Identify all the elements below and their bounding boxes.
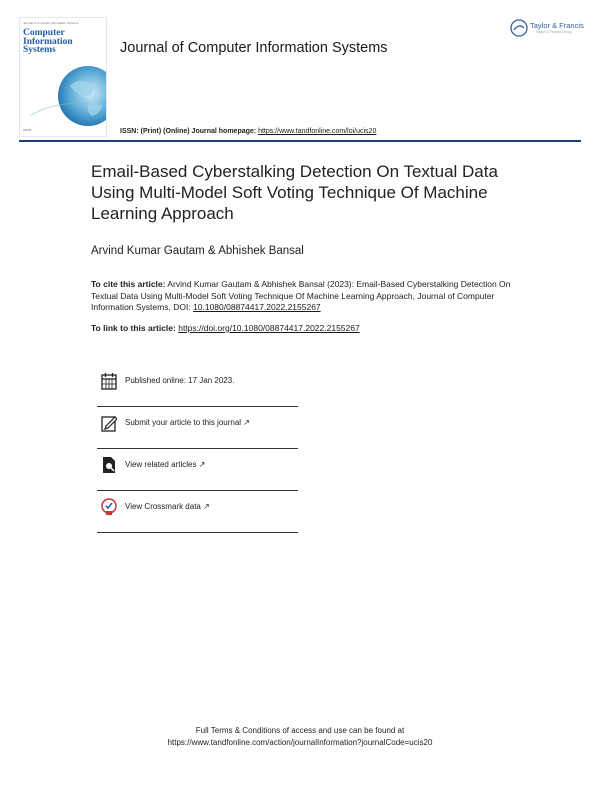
journal-title: Journal of Computer Information Systems [120, 40, 388, 56]
published-online-text: Published online: 17 Jan 2023. [125, 376, 235, 385]
crossmark-icon [101, 498, 117, 516]
globe-image [30, 56, 107, 126]
issn-line [120, 128, 376, 135]
calendar-icon [101, 372, 117, 390]
cover-title: Computer Information Systems [23, 28, 73, 55]
crossmark-link[interactable]: View Crossmark data [125, 502, 201, 511]
external-link-icon: ↗ [243, 418, 250, 427]
journal-cover[interactable] [19, 17, 107, 137]
citation [91, 279, 511, 314]
submit-article-row[interactable] [97, 407, 298, 449]
document-search-icon [101, 456, 117, 474]
external-link-icon: ↗ [198, 460, 206, 469]
publisher-logo-icon [510, 19, 528, 37]
crossmark-row[interactable] [97, 491, 298, 533]
cover-publisher-mark: IACIS [23, 128, 31, 132]
cover-journal-name: Journal of Computer Information Systems [23, 21, 79, 25]
doi-link[interactable]: 10.1080/08874417.2022.2155267 [193, 302, 321, 312]
header-rule [19, 140, 581, 142]
issn-label: ISSN: (Print) (Online) Journal homepage: [120, 128, 259, 135]
article-title: Email-Based Cyberstalking Detection On Textual Data Using Multi-Model Soft Voting Technique Of Machine Learning Approach [91, 162, 498, 223]
related-articles-link[interactable]: View related articles [125, 460, 197, 469]
footer-terms-link[interactable]: https://www.tandfonline.com/action/journalInformation?journalCode=ucis20 [167, 738, 433, 747]
article-link-line [91, 323, 360, 333]
article-url-link[interactable]: https://doi.org/10.1080/08874417.2022.2155267 [178, 323, 360, 333]
published-online-row [97, 365, 298, 407]
link-label: To link to this article: [91, 323, 179, 333]
footer [0, 725, 600, 749]
journal-homepage-link[interactable]: https://www.tandfonline.com/loi/ucis20 [258, 128, 377, 135]
publisher-logo[interactable] [510, 17, 586, 39]
external-link-icon: ↗ [203, 502, 210, 511]
submit-article-link[interactable]: Submit your article to this journal [125, 418, 242, 427]
article-authors: Arvind Kumar Gautam & Abhishek Bansal [91, 245, 304, 257]
cite-text: Arvind Kumar Gautam & Abhishek Bansal (2023): Email-Based Cyberstalking Detection On Textual Data Using Multi-Model Soft Voting Technique Of Machine Learning Approach, Journal of Computer Information Systems, DOI: [91, 279, 511, 312]
publisher-logo-sub: Taylor & Francis Group [536, 30, 572, 34]
related-articles-row[interactable] [97, 449, 298, 491]
footer-terms-text: Full Terms & Conditions of access and use can be found at [195, 726, 405, 735]
cite-label: To cite this article: [91, 279, 166, 289]
submit-icon [101, 414, 117, 432]
article-actions [97, 365, 298, 533]
publisher-logo-text: Taylor & Francis [530, 21, 584, 30]
